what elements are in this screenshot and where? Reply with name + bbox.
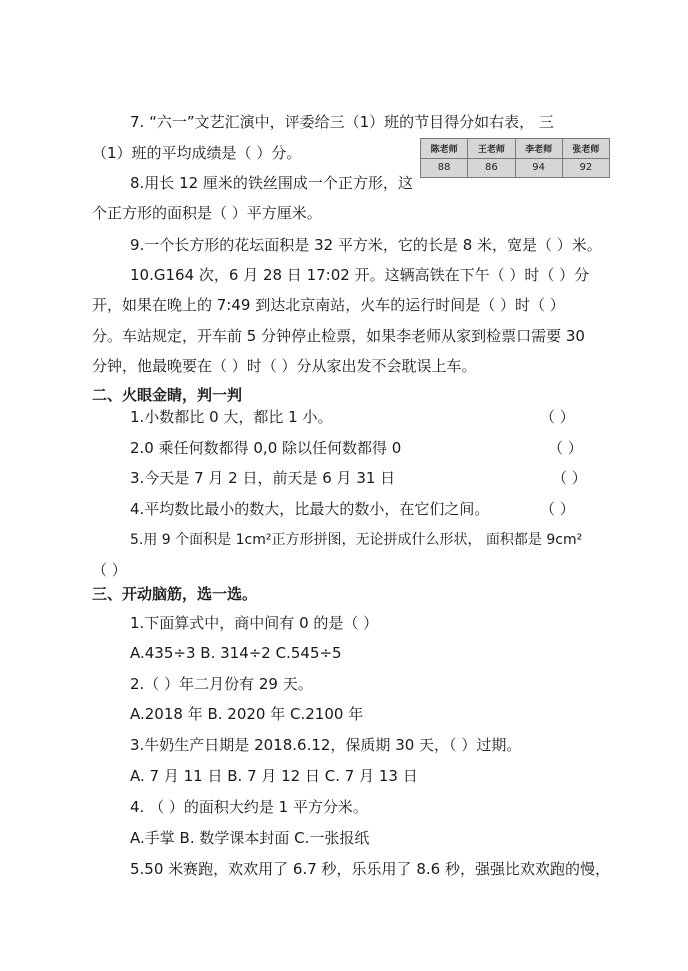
- choice-q4-options: A.手掌 B. 数学课本封面 C.一张报纸: [130, 829, 370, 847]
- choice-q2-stem: 2.（ ）年二月份有 29 天。: [130, 675, 313, 693]
- q10-line1: 10.G164 次，6 月 28 日 17:02 开。这辆高铁在下午（ ）时（ ）分: [130, 266, 590, 284]
- section2-title: 二、火眼金睛，判一判: [92, 386, 243, 404]
- q7-line1: 7. “六一”文艺汇演中，评委给三（1）班的节目得分如右表， 三: [130, 113, 554, 131]
- q8-line1: 8.用长 12 厘米的铁丝围成一个正方形，这: [130, 174, 413, 192]
- score-header-li: 李老师: [515, 139, 562, 159]
- score-table-value-row: [421, 158, 610, 178]
- choice-q3-options: A. 7 月 11 日 B. 7 月 12 日 C. 7 月 13 日: [130, 767, 418, 785]
- judge-blank-1: （ ）: [540, 408, 575, 426]
- judge-item-1: 1.小数都比 0 大，都比 1 小。: [130, 408, 333, 426]
- score-table: [420, 138, 610, 178]
- judge-blank-3: （ ）: [552, 469, 587, 487]
- judge-item-3: 3.今天是 7 月 2 日，前天是 6 月 31 日: [130, 469, 396, 487]
- judge-blank-2: （ ）: [548, 439, 583, 457]
- section3-title: 三、开动脑筋，选一选。: [92, 585, 258, 603]
- q9-text: 9.一个长方形的花坛面积是 32 平方米，它的长是 8 米，宽是（ ）米。: [130, 236, 602, 254]
- choice-q4-stem: 4. （ ）的面积大约是 1 平方分米。: [130, 798, 368, 816]
- score-header-zhang: 张老师: [562, 139, 609, 159]
- score-header-wang: 王老师: [468, 139, 515, 159]
- score-value-wang: 86: [468, 158, 515, 178]
- judge-item-2: 2.0 乘任何数都得 0,0 除以任何数都得 0: [130, 439, 402, 457]
- q8-line2: 个正方形的面积是（ ）平方厘米。: [92, 204, 322, 222]
- score-value-zhang: 92: [562, 158, 609, 178]
- score-value-chen: 88: [421, 158, 468, 178]
- choice-q1-stem: 1.下面算式中，商中间有 0 的是（ ）: [130, 614, 379, 632]
- q7-line2: （1）班的平均成绩是（ ）分。: [92, 144, 302, 162]
- q10-line3: 分。车站规定，开车前 5 分钟停止检票，如果李老师从家到检票口需要 30: [92, 327, 585, 345]
- choice-q5-stem: 5.50 米赛跑，欢欢用了 6.7 秒，乐乐用了 8.6 秒，强强比欢欢跑的慢，: [130, 860, 610, 878]
- choice-q2-options: A.2018 年 B. 2020 年 C.2100 年: [130, 705, 364, 723]
- choice-q3-stem: 3.牛奶生产日期是 2018.6.12，保质期 30 天，（ ）过期。: [130, 736, 522, 754]
- q10-line2: 开，如果在晚上的 7:49 到达北京南站，火车的运行时间是（ ）时（ ）: [92, 296, 565, 314]
- judge-item-5: 5.用 9 个面积是 1cm²正方形拼图，无论拼成什么形状， 面积都是 9cm²: [130, 532, 583, 548]
- judge-blank-5: （ ）: [92, 561, 127, 579]
- judge-item-4: 4.平均数比最小的数大，比最大的数小，在它们之间。: [130, 500, 490, 518]
- score-value-li: 94: [515, 158, 562, 178]
- score-header-chen: 陈老师: [421, 139, 468, 159]
- q10-line4: 分钟，他最晚要在（ ）时（ ）分从家出发不会耽误上车。: [92, 357, 477, 375]
- judge-blank-4: （ ）: [540, 500, 575, 518]
- score-table-header-row: [421, 139, 610, 159]
- choice-q1-options: A.435÷3 B. 314÷2 C.545÷5: [130, 644, 342, 662]
